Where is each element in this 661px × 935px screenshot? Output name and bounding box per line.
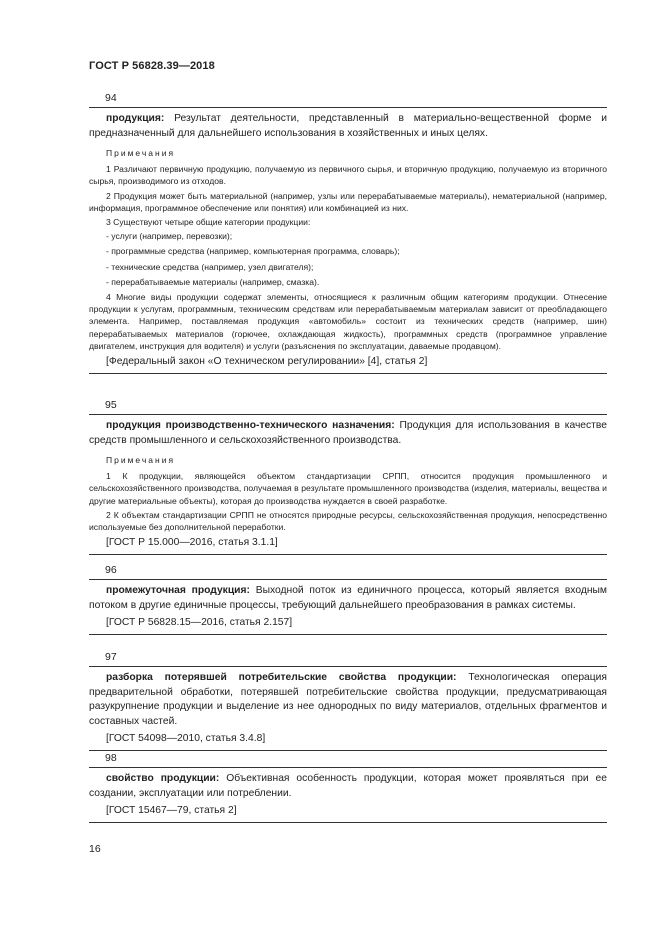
definition <box>89 584 607 613</box>
term-box <box>89 579 607 635</box>
note: 2 К объектам стандартизации СРПП не относятся природные ресурсы, сельскохозяйственная продукция, непосредственно используемые без дополнительной переработки. <box>89 509 607 532</box>
term-box <box>89 107 607 374</box>
note-list-item: - услуги (например, перевозки); <box>106 231 233 242</box>
source-reference: [ГОСТ Р 56828.15—2016, статья 2.157] <box>106 617 293 629</box>
term-entry-97 <box>89 649 607 751</box>
definition-text: Технологическая операция предварительной обработки, потерявшей потребительские свойства продукции, предусматривающая разукрупнение продукции и выделение из нее однородных по виду материалов, отдельных фрагментов и составных частей. <box>89 672 608 727</box>
definition-text: Результат деятельности, представленный в материально-вещественной форме и предназначенный для дальнейшего использования в хозяйственных и иных целях. <box>89 113 607 139</box>
notes-title: Примечания <box>106 455 176 466</box>
note-list-item: - перерабатываемые материалы (например, смазка). <box>106 276 320 287</box>
term: продукция: <box>106 113 165 124</box>
note: 3 Существуют четыре общие категории продукции: <box>106 217 311 227</box>
note-list-item: - программные средства (например, компьютерная программа, словарь); <box>106 246 400 257</box>
term: свойство продукции: <box>106 773 220 784</box>
term-box <box>89 414 607 555</box>
entry-number: 97 <box>105 651 117 663</box>
page-number: 16 <box>89 843 101 855</box>
source-reference: [ГОСТ Р 15.000—2016, статья 3.1.1] <box>106 537 278 549</box>
term-entry-95 <box>89 397 607 555</box>
note: 1 К продукции, являющейся объектом стандартизации СРПП, относится продукция промышленного и сельскохозяйственного производства, получаемая в результате промышленного производства (изделия, материалы, вещества и другие материальные объекты), которая до производства нуждается в своей разработке. <box>89 471 607 506</box>
document-header: ГОСТ Р 56828.39—2018 <box>89 60 215 72</box>
notes-title: Примечания <box>106 148 176 159</box>
source-reference: [ГОСТ 15467—79, статья 2] <box>106 805 237 817</box>
term: продукция производственно-технического назначения: <box>106 420 395 431</box>
note: 1 Различают первичную продукцию, получаемую из первичного сырья, и вторичную продукцию, получаемую из вторичного сырья, производимого из отходов. <box>89 164 607 187</box>
term-entry-98 <box>89 750 607 823</box>
definition <box>89 112 607 141</box>
source-reference: [Федеральный закон «О техническом регулировании» [4], статья 2] <box>106 356 428 368</box>
note: 2 Продукция может быть материальной (например, узлы или перерабатываемые материалы), нематериальной (например, информация, программное обеспечение или понятия) или комбинацией из них. <box>89 190 607 213</box>
entry-number: 95 <box>105 399 117 411</box>
entry-number: 94 <box>105 92 117 104</box>
definition <box>89 772 607 801</box>
definition <box>89 671 607 729</box>
definition <box>89 419 607 448</box>
entry-number: 98 <box>105 752 117 764</box>
term: промежуточная продукция: <box>106 585 250 596</box>
term: разборка потерявшей потребительские свойства продукции: <box>106 672 457 683</box>
definition-text: Объективная особенность продукции, которая может проявляться при ее создании, эксплуатации или потреблении. <box>89 773 607 799</box>
term-box <box>89 666 607 751</box>
note-list-item: - технические средства (например, узел двигателя); <box>106 261 314 272</box>
definition-text: Продукция для использования в качестве средств промышленного и сельскохозяйственного производства. <box>89 420 607 446</box>
definition-text: Выходной поток из единичного процесса, который является входным потоком в другие единичные процессы, требующий дальнейшего преобразования в рамках системы. <box>89 585 607 611</box>
note: 4 Многие виды продукции содержат элементы, относящиеся к различным общим категориям продукции. Отнесение продукции к услугам, программным, техническим средствам или перерабатываемым материалам зависит от преобладающего элемента. Например, поставляемая продукция «автомобиль» состоит из технических средств (например, шин) перерабатываемых материалов (горючее, охлаждающая жидкость), программных средств (программное управление двигателем, инструкция для водителя) и услуги (разъяснения по эксплуатации, даваемые продавцом). <box>89 292 607 351</box>
term-entry-96 <box>89 562 607 635</box>
source-reference: [ГОСТ 54098—2010, статья 3.4.8] <box>106 733 266 745</box>
entry-number: 96 <box>105 564 117 576</box>
term-entry-94 <box>89 90 607 374</box>
term-box <box>89 767 607 823</box>
